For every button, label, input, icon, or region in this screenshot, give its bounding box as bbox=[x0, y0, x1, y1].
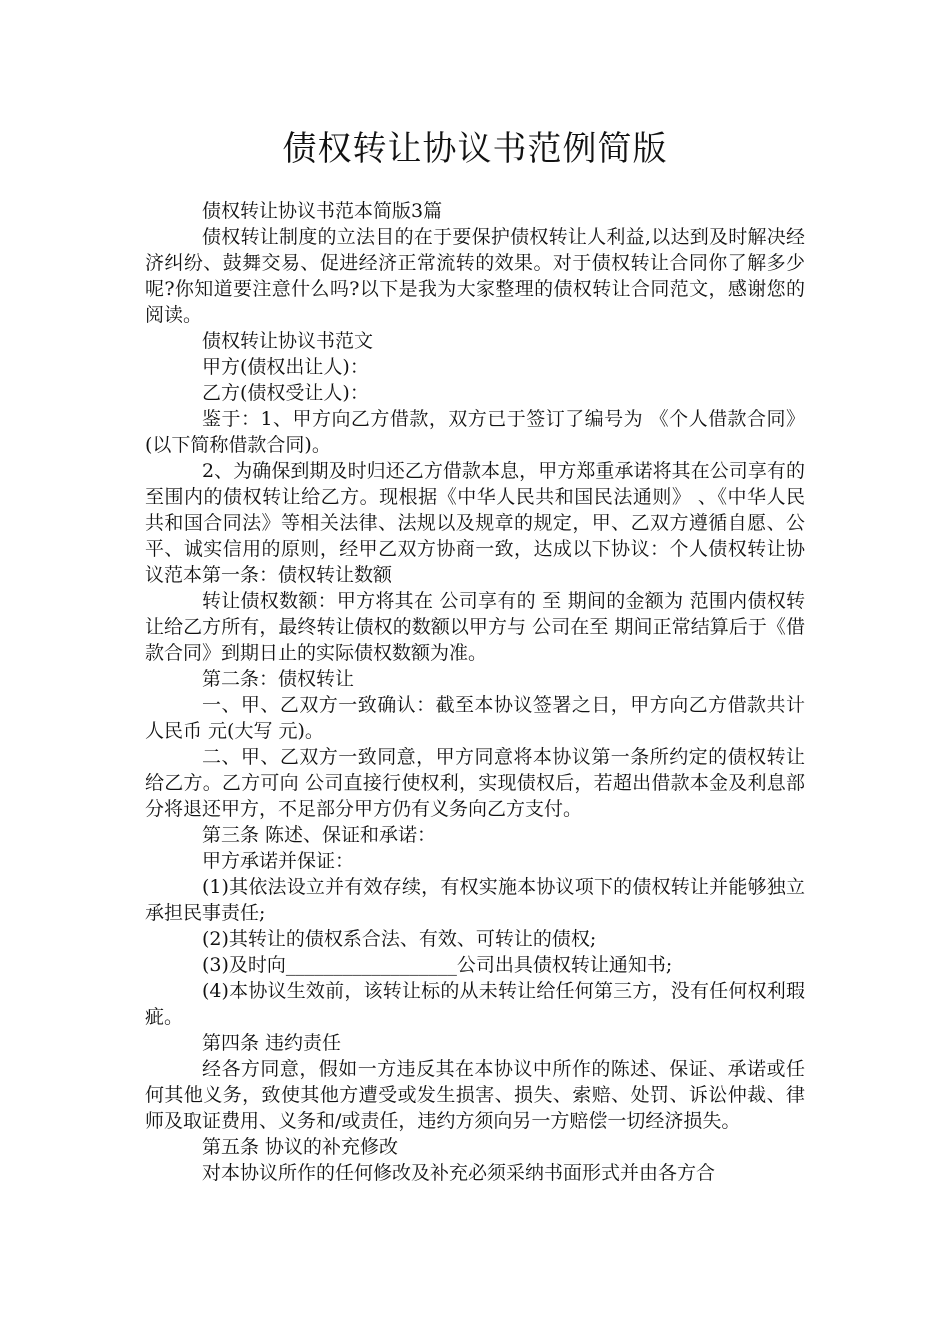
paragraph-warranty-1: (1)其依法设立并有效存续，有权实施本协议项下的债权转让并能够独立承担民事责任; bbox=[145, 876, 805, 924]
paragraph-party-a-warranty: 甲方承诺并保证： bbox=[202, 850, 355, 872]
paragraph-article-2-heading: 第二条：债权转让 bbox=[202, 668, 355, 690]
paragraph-article-2-item-1: 一、甲、乙双方一致确认：截至本协议签署之日，甲方向乙方借款共计人民币 元(大写 元)。 bbox=[145, 694, 805, 742]
paragraph-party-a: 甲方(债权出让人)： bbox=[202, 356, 369, 378]
paragraph-article-3-heading: 第三条 陈述、保证和承诺： bbox=[202, 824, 437, 846]
paragraph-article-4-heading: 第四条 违约责任 bbox=[202, 1032, 342, 1054]
paragraph-warranty-4: (4)本协议生效前，该转让标的从未转让给任何第三方，没有任何权利瑕疵。 bbox=[145, 980, 805, 1028]
paragraph-article-2-item-2: 二、甲、乙双方一致同意，甲方同意将本协议第一条所约定的债权转让给乙方。乙方可向 公司直接行使权利，实现债权后，若超出借款本金及利息部分将退还甲方，不足部分甲方仍有义务向乙方支付。 bbox=[145, 746, 805, 820]
paragraph-subtitle: 债权转让协议书范本简版3篇 bbox=[202, 200, 443, 222]
paragraph-breach-liability: 经各方同意，假如一方违反其在本协议中所作的陈述、保证、承诺或任何其他义务，致使其他方遭受或发生损害、损失、索赔、处罚、诉讼仲裁、律师及取证费用、义务和/或责任，违约方须向另一方赔偿一切经济损失。 bbox=[145, 1058, 805, 1132]
paragraph-whereas-2: 2、为确保到期及时归还乙方借款本息，甲方郑重承诺将其在公司享有的至围内的债权转让给乙方。现根据《中华人民共和国民法通则》 、《中华人民共和国合同法》等相关法律、法规以及规章的规定，甲、乙双方遵循自愿、公平、诚实信用的原则，经甲乙双方协商一致，达成以下协议：个人债权转让协议范本第一条：债权转让数额 bbox=[145, 460, 805, 586]
paragraph-warranty-3: (3)及时向__________________公司出具债权转让通知书; bbox=[202, 954, 673, 976]
paragraph-transfer-amount: 转让债权数额：甲方将其在 公司享有的 至 期间的金额为 范围内债权转让给乙方所有，最终转让债权的数额以甲方与 公司在至 期间正常结算后于《借款合同》到期日止的实际债权数额为准。 bbox=[145, 590, 805, 664]
document-body bbox=[145, 198, 805, 1186]
paragraph-intro: 债权转让制度的立法目的在于要保护债权转让人利益,以达到及时解决经济纠纷、鼓舞交易、促进经济正常流转的效果。对于债权转让合同你了解多少呢?你知道要注意什么吗?以下是我为大家整理的债权转让合同范文，感谢您的阅读。 bbox=[145, 226, 805, 326]
paragraph-sample-heading: 债权转让协议书范文 bbox=[202, 330, 374, 352]
paragraph-whereas-1: 鉴于：1、甲方向乙方借款，双方已于签订了编号为 《个人借款合同》(以下简称借款合同)。 bbox=[145, 408, 805, 456]
document-title: 债权转让协议书范例简版 bbox=[282, 129, 668, 169]
paragraph-article-5-heading: 第五条 协议的补充修改 bbox=[202, 1136, 399, 1158]
paragraph-amendment: 对本协议所作的任何修改及补充必须采纳书面形式并由各方合 bbox=[202, 1162, 716, 1184]
paragraph-warranty-2: (2)其转让的债权系合法、有效、可转让的债权; bbox=[202, 928, 597, 950]
paragraph-party-b: 乙方(债权受让人)： bbox=[202, 382, 369, 404]
